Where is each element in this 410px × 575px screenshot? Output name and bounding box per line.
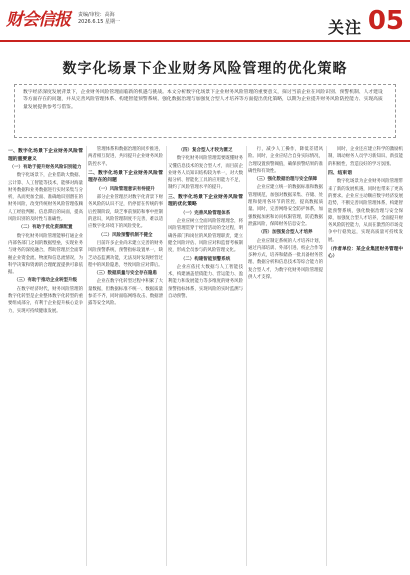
body-paragraph: 企业应建立统一的数据标准和数据管理规范，加强对数据采集、存储、处理和使用各环节的管控，提高数据质量。同时，完善网络安全防护体系，加强数据加密和访问权限管理，防范数据泄露风险，保障财务信息安全。: [248, 185, 323, 227]
subsection-heading: （三）强化数据治理与安全保障: [254, 177, 317, 183]
logo-main-text: 财会信报: [6, 10, 70, 30]
body-paragraph: 企业在数字化转型过程中积累了大量数据，但数据标准不统一、数据质量参差不齐，同时面临网络攻击、数据泄露等安全风险。: [88, 279, 163, 307]
article-column-3: [168, 146, 243, 566]
issue-info: [78, 12, 120, 26]
section-name: 关注: [327, 18, 362, 37]
column-divider: [86, 146, 87, 566]
body-paragraph: 在数字经济时代，财务风险管理的数字化转型是企业整体数字化转型的重要组成部分，有利于企业提升核心竞争力，实现可持续健康发展。: [8, 286, 83, 314]
subsection-heading: （一）完善风险管理体系: [180, 210, 231, 216]
body-paragraph: 数字化场景为企业财务风险管理带来了新的发展机遇，同时也带来了更高的要求。企业应主动顺应数字经济发展趋势，不断完善风险管理体系，构建智能预警系统，强化数据治理与安全保障，加强复合型人才培养，全面提升财务风险防控能力，从而在激烈的市场竞争中行稳致远，实现高质量可持续发展。: [328, 179, 403, 243]
subsection-heading: （四）加强复合型人才培养: [258, 230, 313, 236]
newspaper-logo: [6, 12, 72, 29]
article-column-1: [8, 146, 83, 566]
body-paragraph: 数字化财务风险管理需要既懂财务又懂信息技术的复合型人才，而目前企业财务人员知识结构较为单一，对大数据分析、智能化工具的应用能力不足，制约了风险管理水平的提升。: [168, 156, 243, 191]
article-column-2: [88, 146, 163, 566]
body-paragraph: 数字化财务风险管理能够打通企业内部各部门之间的数据壁垒，实现业务与财务的深度融合，帮助管理层全面掌握企业资金流、物流和信息流情况，为科学决策和资源的合理配置提供可靠依据。: [8, 233, 83, 276]
info-line-2: 2026.6.15 星期一: [78, 19, 121, 25]
subsection-heading: （二）有助于优化资源配置: [18, 225, 73, 231]
section-heading: 一、数字化场景下企业财务风险管理的重要意义: [8, 149, 83, 162]
section-heading: 四、结束语: [328, 170, 352, 176]
article-abstract: 数字经济深度发展背景下，企业财务风险管理面临新的机遇与挑战。本文分析数字化场景下企业财务风险管理的重要意义，探讨当前企业在风险识别、预警机制、人才建设等方面存在的问题，并从完善风险管理体系、构建智能预警系统、强化数据治理与加强复合型人才培养等方面提出优化策略，以期为企业提升财务风险防控能力、实现高质量发展提供参考与借鉴。: [14, 84, 396, 138]
body-paragraph: 同时，企业还应建立科学的激励机制，调动财务人员学习新知识、新技能的积极性，营造良好的学习氛围。: [328, 147, 403, 167]
info-line-1: 责编/审校：高海: [78, 12, 115, 18]
article-title: 数字化场景下企业财务风险管理的优化策略: [62, 61, 348, 77]
body-paragraph: 企业应制定系统的人才培养计划，通过内部培训、外部引进、校企合作等多种方式，培养和储备一批具备财务管理、数据分析和信息技术等综合能力的复合型人才，为数字化财务风险管理提供人才支撑。: [248, 238, 323, 281]
column-divider: [246, 146, 247, 566]
body-paragraph: 管理体系和数据治理的同步推进，两者相互促进，共同提升企业财务风险防控水平。: [88, 147, 163, 167]
article-body: [8, 146, 404, 566]
column-divider: [166, 146, 167, 566]
subsection-heading: （二）风险预警机制不健全: [98, 232, 153, 238]
author-note: （作者单位：某企业集团财务管理中心）: [328, 247, 403, 260]
body-paragraph: 企业应依托大数据与人工智能技术，构建涵盖偿债能力、营运能力、盈利能力和发展能力等多维度的财务风险预警指标体系，实现风险的实时监测与自动预警。: [168, 264, 243, 300]
body-paragraph: 目前许多企业尚未建立完善的财务风险预警系统，预警指标设置单一，缺乏动态监测功能，无法及时发现经营过程中的风险隐患，导致风险应对滞后。: [88, 240, 163, 268]
article-column-4: [248, 146, 323, 566]
page-number: 05: [367, 6, 404, 36]
column-divider: [326, 146, 327, 566]
body-paragraph: 企业应树立全面风险管理理念，将风险管理贯穿于经营活动的全过程，明确各部门和岗位的风险管理职责，建立健全风险评估、风险应对和监督考核制度，形成全员参与的风险管理文化。: [168, 219, 243, 254]
subsection-heading: （三）有助于推动企业转型升级: [14, 278, 77, 284]
article-column-5: [328, 146, 403, 566]
body-paragraph: 行，减少人工操作，降低差错风险。同时，企业应结合自身实际情况，合理设置预警阈值，确保预警结果的准确性和有效性。: [248, 147, 323, 174]
page-header: [0, 0, 410, 52]
header-divider: [0, 40, 410, 42]
subsection-heading: （二）构建智能预警系统: [180, 256, 231, 262]
subsection-heading: （一）风险管理意识有待提升: [96, 186, 155, 192]
section-heading: 三、数字化场景下企业财务风险管理的优化策略: [168, 194, 243, 208]
section-heading: 二、数字化场景下企业财务风险管理存在的问题: [88, 170, 163, 184]
subsection-heading: （四）复合型人才较为匮乏: [178, 148, 233, 153]
subsection-heading: （三）数据质量与安全存在隐患: [94, 271, 157, 277]
subsection-heading: （一）有助于提升财务风险识别能力: [9, 165, 82, 170]
body-paragraph: 数字化场景下，企业借助大数据、云计算、人工智能等技术，能够对海量财务数据和业务数据进行实时采集与分析，从而更加全面、准确地识别潜在的财务风险，改变传统财务风险管理依赖人工经验判断、信息滞后的局面，提高风险识别的及时性与准确性。: [8, 173, 83, 223]
body-paragraph: 部分企业管理层对数字化背景下财务风险的认识不足，仍停留在传统的事后控制阶段，缺乏事前预防和事中控制的意识，风险管理制度不完善，难以适应数字化环境下的风险变化。: [88, 195, 163, 230]
